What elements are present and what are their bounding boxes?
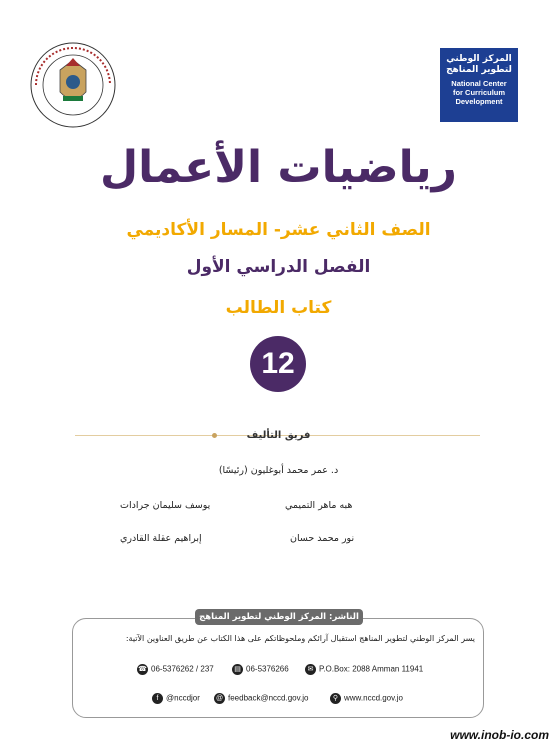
book-type-label: كتاب الطالب (225, 298, 332, 318)
email-contact[interactable] (214, 693, 308, 704)
author-3: نور محمد حسان (290, 533, 355, 544)
pobox-contact (305, 664, 423, 675)
nccd-logo-english-1: National Center (451, 79, 507, 88)
author-1: هبه ماهر التميمي (285, 500, 353, 511)
nccd-logo-english-3: Development (455, 97, 503, 106)
phone-contact (137, 664, 214, 675)
facebook-text: @nccdjor (166, 693, 200, 703)
nccd-logo-english-2: for Curriculum (452, 88, 506, 97)
lead-author: د. عمر محمد أبوغليون (رئيسًا) (218, 465, 339, 476)
fax-contact (232, 664, 289, 675)
email-text: feedback@nccd.gov.jo (228, 693, 309, 703)
phone-text: 06-5376262 / 237 (151, 664, 214, 674)
nccd-logo-arabic-1: المركز الوطني (446, 54, 512, 64)
grade-badge: 12 (250, 336, 306, 392)
book-subtitle: الصف الثاني عشر- المسار الأكاديمي (126, 220, 431, 240)
fax-icon: ▤ (232, 664, 243, 675)
nccd-logo (440, 48, 518, 122)
ministry-seal-logo (28, 40, 118, 130)
fax-text: 06-5376266 (246, 664, 289, 674)
phone-icon: ☎ (138, 666, 147, 673)
watermark: www.inob-io.com (450, 728, 549, 742)
at-icon: @ (215, 695, 224, 702)
pobox-text: P.O.Box: 2088 Amman 11941 (319, 664, 424, 674)
mail-icon: ✉ (305, 664, 316, 675)
publisher-tag: الناشر: المركز الوطني لتطوير المناهج (195, 609, 363, 625)
book-title: رياضيات الأعمال (99, 142, 457, 193)
website-text: www.nccd.gov.jo (344, 693, 403, 703)
nccd-logo-arabic-2: لتطوير المناهج (446, 65, 512, 75)
authors-team-label: فريق التأليف (246, 430, 311, 441)
author-2: يوسف سليمان جرادات (120, 500, 211, 511)
author-4: إبراهيم عقلة القادري (120, 533, 202, 544)
nccd-logo-english (440, 79, 518, 106)
feedback-note: يسر المركز الوطني لتطوير المناهج استقبال آرائكم وملحوظاتكم على هذا الكتاب عن طريق العناوين الآتية: (125, 634, 475, 643)
link-icon: ⚲ (330, 693, 341, 704)
facebook-contact[interactable] (152, 693, 200, 704)
facebook-icon: f (152, 693, 163, 704)
website-contact[interactable] (330, 693, 403, 704)
semester-label: الفصل الدراسي الأول (186, 257, 371, 277)
